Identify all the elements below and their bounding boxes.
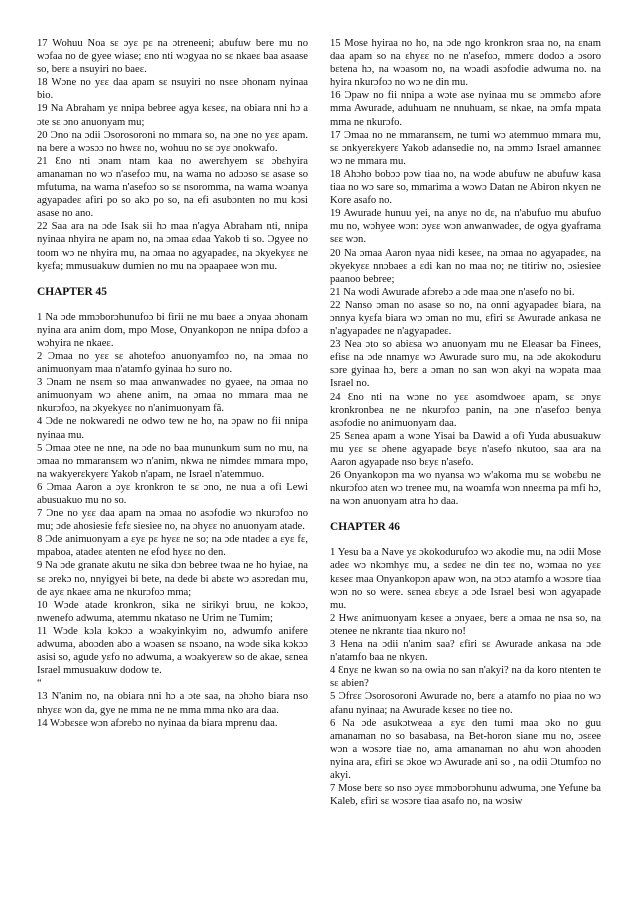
verse-paragraph: 2 Ɔmaa no yɛɛ sɛ ahotefoɔ anuonyamfoɔ no, na ɔmaa no animuonyam maa n'atamfo gyinaa hɔ suro no.: [37, 350, 308, 376]
verse-paragraph: 5 Ɔmaa ɔtee ne nne, na ɔde no baa mununkum sum no mu, na ɔmaa no mmaransɛm wɔ n'anim, nkwa ne nimdeɛ mmara mpo, na wakyerɛkyerɛ Yakob n'apam, ne Israel n'atemmuo.: [37, 442, 308, 480]
quote-mark: “: [37, 678, 42, 690]
verse-paragraph: 16 Ɔpaw no fii nnipa a wɔte ase nyinaa mu sɛ ɔmmɛbɔ afɔre mma Awurade, aduhuam ne nnuhuam, sɛ nkae, na ɔmfa mpata mma ne nkurɔfo.: [330, 90, 601, 128]
left-column: [37, 37, 308, 867]
verse-paragraph: 25 Sɛnea apam a wɔne Yisai ba Dawid a ofi Yuda abusuakuw mu yɛɛ sɛ ɔhene agyapade bɛyɛ n'asefo nkutoo, saa ara na Aaron agyapade nso bɛyɛ n'asefo.: [330, 430, 601, 468]
right-column: [330, 37, 601, 867]
verse-paragraph: 21 Na wodi Awurade afɔrebɔ a ɔde maa ɔne n'asefo no bi.: [330, 286, 575, 298]
verse-paragraph: 3 Hena na ɔdii n'anim saa? ɛfiri sɛ Awurade ankasa na ɔde n'atamfo baa ne nkyɛn.: [330, 639, 601, 664]
verse-paragraph: 7 Mose berɛ so nso ɔyɛɛ mmɔborɔhunu adwuma, ɔne Yefune ba Kaleb, ɛfiri sɛ wɔsɔre tiaa asafo no, na wɔsiw: [330, 783, 601, 808]
verses-chapter-44-end: [37, 37, 308, 273]
verse-paragraph: 5 Ɔfrɛɛ Ɔsorosoroni Awurade no, berɛ a atamfo no piaa no wɔ afanu nyinaa; na Awurade kɛseɛ no tiee no.: [330, 691, 601, 716]
verse-paragraph: 26 Onyankopɔn ma wo nyansa wɔ w'akoma mu sɛ wobɛbu ne nkurɔfoɔ atɛn wɔ trenee mu, na woamfa wɔn nneɛma pa mfi hɔ, na wɔn anuonyam atra hɔ daa.: [330, 470, 601, 508]
verse-paragraph: 19 Awurade hunuu yei, na anyɛ no dɛ, na n'abufuo mu abufuo mu no, wɔhyee wɔn: ɔyɛɛ wɔn anwanwadeɛ, de ogya gyaframa sɛɛ wɔn.: [330, 208, 601, 246]
verse-paragraph: 1 Na ɔde mmɔborɔhunufoɔ bi firii ne mu baeɛ a ɔnyaa ɔhonam nyina ara anim dom, mpo Mose, Onyankopɔn ne nnipa dɔfoɔ a wɔhyira ne nkaeɛ.: [37, 311, 308, 349]
verse-paragraph: 6 Ɔmaa Aaron a ɔyɛ kronkron te sɛ ɔno, ne nua a ofi Lewi abusuakuo mu no so.: [37, 481, 308, 506]
verse-paragraph: 17 Ɔmaa no ne mmaransɛm, ne tumi wɔ atemmuo mmara mu, sɛ ɔnkyerɛkyerɛ Yakob adansedie no, na ɔmmɔ Israel amanneɛ wɔ ne mmara mu.: [330, 129, 601, 167]
chapter-heading: CHAPTER 46: [330, 521, 400, 534]
verse-paragraph: 8 Ɔde animuonyam a ɛyɛ pɛ hyɛɛ ne so; na ɔde ntadeɛ a ɛyɛ fɛ, mpaboa, atadeɛ atenten ne efod hyɛɛ no den.: [37, 534, 308, 559]
verse-paragraph: 18 Ahɔho bobɔɔ pɔw tiaa no, na wɔde abufuw ne abufuw kasa tiaa no wɔ sare so, mmarima a wɔwɔ Datan ne Abiron nkyɛn ne Kore asafo no.: [330, 168, 601, 207]
verse-paragraph: 6 Na ɔde asukɔtweaa a ɛyɛ den tumi maa ɔko no guu amanaman no so basabasa, na Bet-horon siane mu no, ɔsɛee wɔn a wɔsɔre tiae no, ama amanaman no ahu wɔn ahoɔden nyina ara, ɛfiri sɛ ɔkoe wɔ Awurade ani so , na odii Ɔtumfoɔ no akyi.: [330, 717, 601, 781]
verse-paragraph: 4 Ɛnyɛ ne kwan so na owia no san n'akyi? na da koro ntenten te sɛ abien?: [330, 665, 601, 690]
verse-paragraph: 21 Ɛno nti ɔnam ntam kaa no awerɛhyem sɛ ɔbɛhyira amanaman no wɔ n'asefoɔ mu, na wama no adɔɔso sɛ asase so mfutuma, na wama n'asefoɔ so sɛ nsoromma, na wama wɔanya agyapadeɛ afiri po so akɔ po so, na efi asubɔnten no mu kɔsi asase no ano.: [37, 155, 308, 220]
verses-chapter-46: [330, 546, 601, 808]
verse-paragraph: 10 Wɔde atade kronkron, sika ne sirikyi bruu, ne kɔkɔɔ, nwenefo adwuma, atemmu nkataso ne Urim ne Tumim;: [37, 599, 308, 624]
verse-paragraph: 2 Hwɛ animuonyam kɛseɛ a ɔnyaeɛ, berɛ a ɔmaa ne nsa so, na ɔtenee ne nkrantɛ tiaa nkuro no!: [330, 612, 601, 637]
verse-paragraph: 18 Wɔne no yɛɛ daa apam sɛ nsuyiri no nsɛe ɔhonam nyinaa bio.: [37, 77, 308, 102]
verse-paragraph: 13 N'anim no, na obiara nni hɔ a ɔte saa, na ɔhɔho biara nso nhyɛɛ wɔn da, gye ne mma ne ne mma mma nko ara daa.: [37, 691, 308, 716]
verse-paragraph: 9 Na ɔde granate akutu ne sika dɔn bebree twaa ne ho hyiae, na sɛ ɔrekɔ no, nnyigyei bi bete, na dede bi abɛte wɔ asɔredan mu, de ayɛ nkaeɛ ama ne nkurɔfoɔ mma;: [37, 560, 308, 598]
verse-paragraph: 7 Ɔne no yɛɛ daa apam na ɔmaa no asɔfodie wɔ nkurɔfoɔ no mu; ɔde ahosiesie fɛfɛ siesiee no, na ɔhyɛɛ no anuonyam atade.: [37, 508, 308, 533]
verse-paragraph: 22 Nanso ɔman no asase so no, na onni agyapadeɛ biara, na ɔnnya kyɛfa biara wɔ ɔman no mu, ɛfiri sɛ Awurade ankasa ne n'agyapadeɛ ne n'agyapadeɛ.: [330, 299, 601, 338]
verse-paragraph: 22 Saa ara na ɔde Isak sii hɔ maa n'agya Abraham nti, nnipa nyinaa nhyira ne apam no, na ɔmaa ɛdaa Yakob ti so. Ɔgyee no toom wɔ ne nhyira mu, na ɔmaa no agyapadeɛ, na ɔkyekyɛɛ ne kyɛfa; mmusuakuw dumien no mu na ɔpaapaee wɔn mu.: [37, 221, 308, 272]
verse-paragraph: 4 Ɔde ne nokwaredi ne odwo tew ne ho, na ɔpaw no fii nnipa nyinaa mu.: [37, 416, 308, 441]
verses-chapter-45: [37, 311, 308, 730]
verse-paragraph: 19 Na Abraham yɛ nnipa bebree agya kɛseɛ, na obiara nni hɔ a ɔte sɛ ɔno anuonyam mu;: [37, 103, 308, 128]
verse-paragraph: 23 Nea ɔto so abiɛsa wɔ anuonyam mu ne Eleasar ba Finees, efisɛ na ɔde nnamyɛ wɔ Awurade suro mu, na ɔde akokoduru sɔre gyinaa hɔ, berɛ a ɔman no san wɔn akyi na wɔpata maa Israel no.: [330, 339, 601, 390]
verse-paragraph: 11 Wɔde kɔla kɔkɔɔ a wɔakyinkyim no, adwumfo anifere adwuma, aboɔden abo a wɔasen sɛ nsɔano, na wɔde sika kɔkɔɔ asisi so, agude yɛfo no adwuma, a wɔakyerɛw so de akae, sɛnea Israel mmusuakuw dodow te.: [37, 625, 308, 677]
verse-paragraph: 17 Wohuu Noa sɛ ɔyɛ pɛ na ɔtreneeni; abufuw bere mu no wɔfaa no de gyee wiase; ɛno nti wɔgyaa no sɛ nkaeɛ baa asaase so, berɛ a nsuyiri no baeɛ.: [37, 38, 308, 76]
verse-paragraph: 20 Ɔno na ɔdii Ɔsorosoroni no mmara so, na ɔne no yɛɛ apam. na bere a wɔsɔɔ no hwɛɛ no, wohuu no sɛ ɔyɛ ɔnokwafo.: [37, 129, 308, 154]
chapter-heading: CHAPTER 45: [37, 285, 107, 298]
verses-chapter-45-cont: [330, 37, 601, 508]
verse-paragraph: 1 Yesu ba a Nave yɛ ɔkokodurufoɔ wɔ akodie mu, na ɔdii Mose adeɛ wɔ nkɔmhyɛ mu, a sɛdeɛ ne din teɛ no, wɔmaa no yɛɛ kɛseɛ maa Onyankopɔn apaw wɔn, na ɔtɔɔ atamfo a wɔsɔre tiaa wɔn no so were. sɛnea ɛbɛyɛ a ɔde Israel besi wɔn agyapade mu.: [330, 547, 601, 611]
verse-paragraph: 14 Wɔbɛsɛe wɔn afɔrebɔ no nyinaa da biara mprenu daa.: [37, 717, 278, 729]
verse-paragraph: 20 Na ɔmaa Aaron nyaa nidi kɛseɛ, na ɔmaa no agyapadeɛ, na ɔkyekyɛɛ nnɔbaeɛ a ɛdi kan no maa no; ne titiriw no, ɔsiesiee paanoo bebree;: [330, 247, 601, 285]
document-page: [37, 37, 601, 867]
verse-paragraph: 24 Ɛno nti na wɔne no yɛɛ asomdwoeɛ apam, sɛ ɔnyɛ kronkronbea ne ne nkurɔfoɔ panin, na ɔne n'asefoɔ benya asɔfodie no animuonyam daa.: [330, 391, 601, 429]
verse-paragraph: 15 Mose hyiraa no ho, na ɔde ngo kronkron sraa no, na ɛnam daa apam so na ɛhyɛɛ no ne n'asefoɔ, mmerɛ dodoɔ a ɔsoro bɛtena hɔ, na wɔasom no, na wɔadi asɔfodie adwuma no. na hyira nkurɔfoɔ no wɔ ne din mu.: [330, 38, 601, 89]
verse-paragraph: 3 Ɔnam ne nsɛm so maa anwanwadeɛ no gyaee, na ɔmaa no animuonyam wɔ ahene anim, na ɔmaa no mmara maa ne nkurɔfoɔ, na ɔkyekyɛɛ no n'animuonyam fã.: [37, 377, 308, 415]
